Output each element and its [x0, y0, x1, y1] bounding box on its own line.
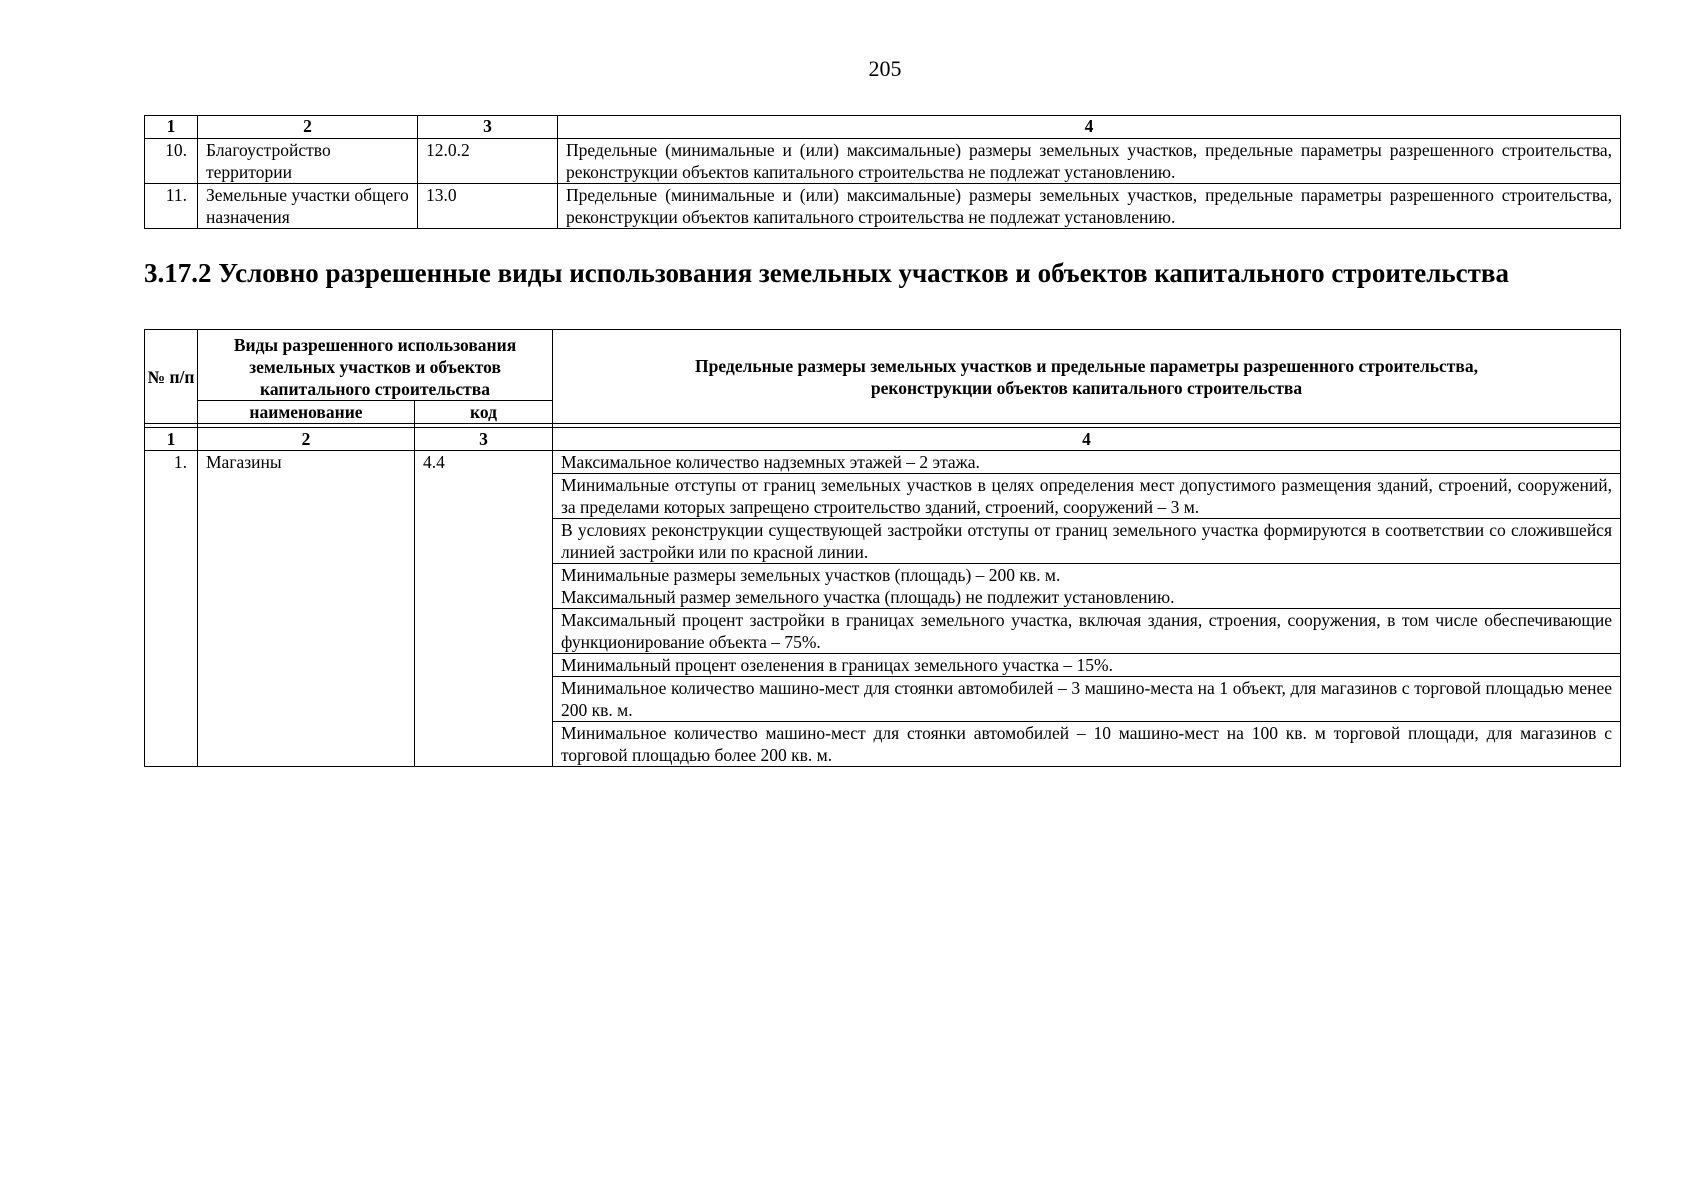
- param-cell: В условиях реконструкции существующей застройки отступы от границ земельного участка формируются в соответствии со сложившейся линией застройки или по красной линии.: [553, 519, 1621, 564]
- table-row: [145, 184, 1621, 229]
- header-name: наименование: [198, 401, 415, 424]
- use-params: Предельные (минимальные и (или) максимальные) размеры земельных участков, предельные параметры разрешенного строительства, реконструкции объектов капитального строительства не подлежат установлению.: [558, 184, 1621, 229]
- column-number: 3: [418, 116, 558, 139]
- header-code: код: [415, 401, 553, 424]
- column-number: 1: [145, 428, 198, 451]
- header-row: [145, 330, 1621, 401]
- column-number: 1: [145, 116, 198, 139]
- table-row: [145, 139, 1621, 184]
- continued-table: [144, 115, 1621, 229]
- param-cell: [553, 564, 1621, 609]
- header-params: Предельные размеры земельных участков и предельные параметры разрешенного строительства, реконструкции объектов капитального строительства: [553, 330, 1621, 424]
- row-number: 11.: [145, 184, 198, 229]
- row-number: 10.: [145, 139, 198, 184]
- column-number: 2: [198, 428, 415, 451]
- param-cell: Минимальные отступы от границ земельных участков в целях определения мест допустимого размещения зданий, строений, сооружений, за пределами которых запрещено строительство зданий, строений, сооружений – 3 м.: [553, 474, 1621, 519]
- param-line: Минимальные размеры земельных участков (площадь) – 200 кв. м.: [561, 565, 1061, 585]
- param-cell: Минимальный процент озеленения в границах земельного участка – 15%.: [553, 654, 1621, 677]
- param-cell: Минимальное количество машино-мест для стоянки автомобилей – 10 машино-мест на 100 кв. м торговой площади, для магазинов с торговой площадью более 200 кв. м.: [553, 722, 1621, 767]
- param-cell: Максимальный процент застройки в границах земельного участка, включая здания, строения, сооружения, в том числе обеспечивающие функционирование объекта – 75%.: [553, 609, 1621, 654]
- param-cell: Максимальное количество надземных этажей – 2 этажа.: [553, 451, 1621, 474]
- column-number: 4: [553, 428, 1621, 451]
- use-name: Земельные участки общего назначения: [198, 184, 418, 229]
- row-number: 1.: [145, 451, 198, 767]
- column-number: 4: [558, 116, 1621, 139]
- page-number: 205: [868, 56, 902, 81]
- use-name: Магазины: [198, 451, 415, 767]
- use-params: Предельные (минимальные и (или) максимальные) размеры земельных участков, предельные параметры разрешенного строительства, реконструкции объектов капитального строительства не подлежат установлению.: [558, 139, 1621, 184]
- table-row: [145, 451, 1621, 474]
- use-code: 13.0: [418, 184, 558, 229]
- param-line: Максимальный размер земельного участка (площадь) не подлежит установлению.: [561, 587, 1175, 607]
- use-name: Благоустройство территории: [198, 139, 418, 184]
- column-number-row: [145, 116, 1621, 139]
- header-number: № п/п: [145, 330, 198, 424]
- column-number: 3: [415, 428, 553, 451]
- column-number: 2: [198, 116, 418, 139]
- conditional-uses-table: [144, 329, 1621, 767]
- section-heading: 3.17.2 Условно разрешенные виды использования земельных участков и объектов капитального строительства: [144, 258, 1509, 288]
- column-number-row: [145, 428, 1621, 451]
- param-cell: Минимальное количество машино-мест для стоянки автомобилей – 3 машино-места на 1 объект, для магазинов с торговой площадью менее 200 кв. м.: [553, 677, 1621, 722]
- header-types: Виды разрешенного использования земельных участков и объектов капитального строительства: [198, 330, 553, 401]
- use-code: 4.4: [415, 451, 553, 767]
- use-code: 12.0.2: [418, 139, 558, 184]
